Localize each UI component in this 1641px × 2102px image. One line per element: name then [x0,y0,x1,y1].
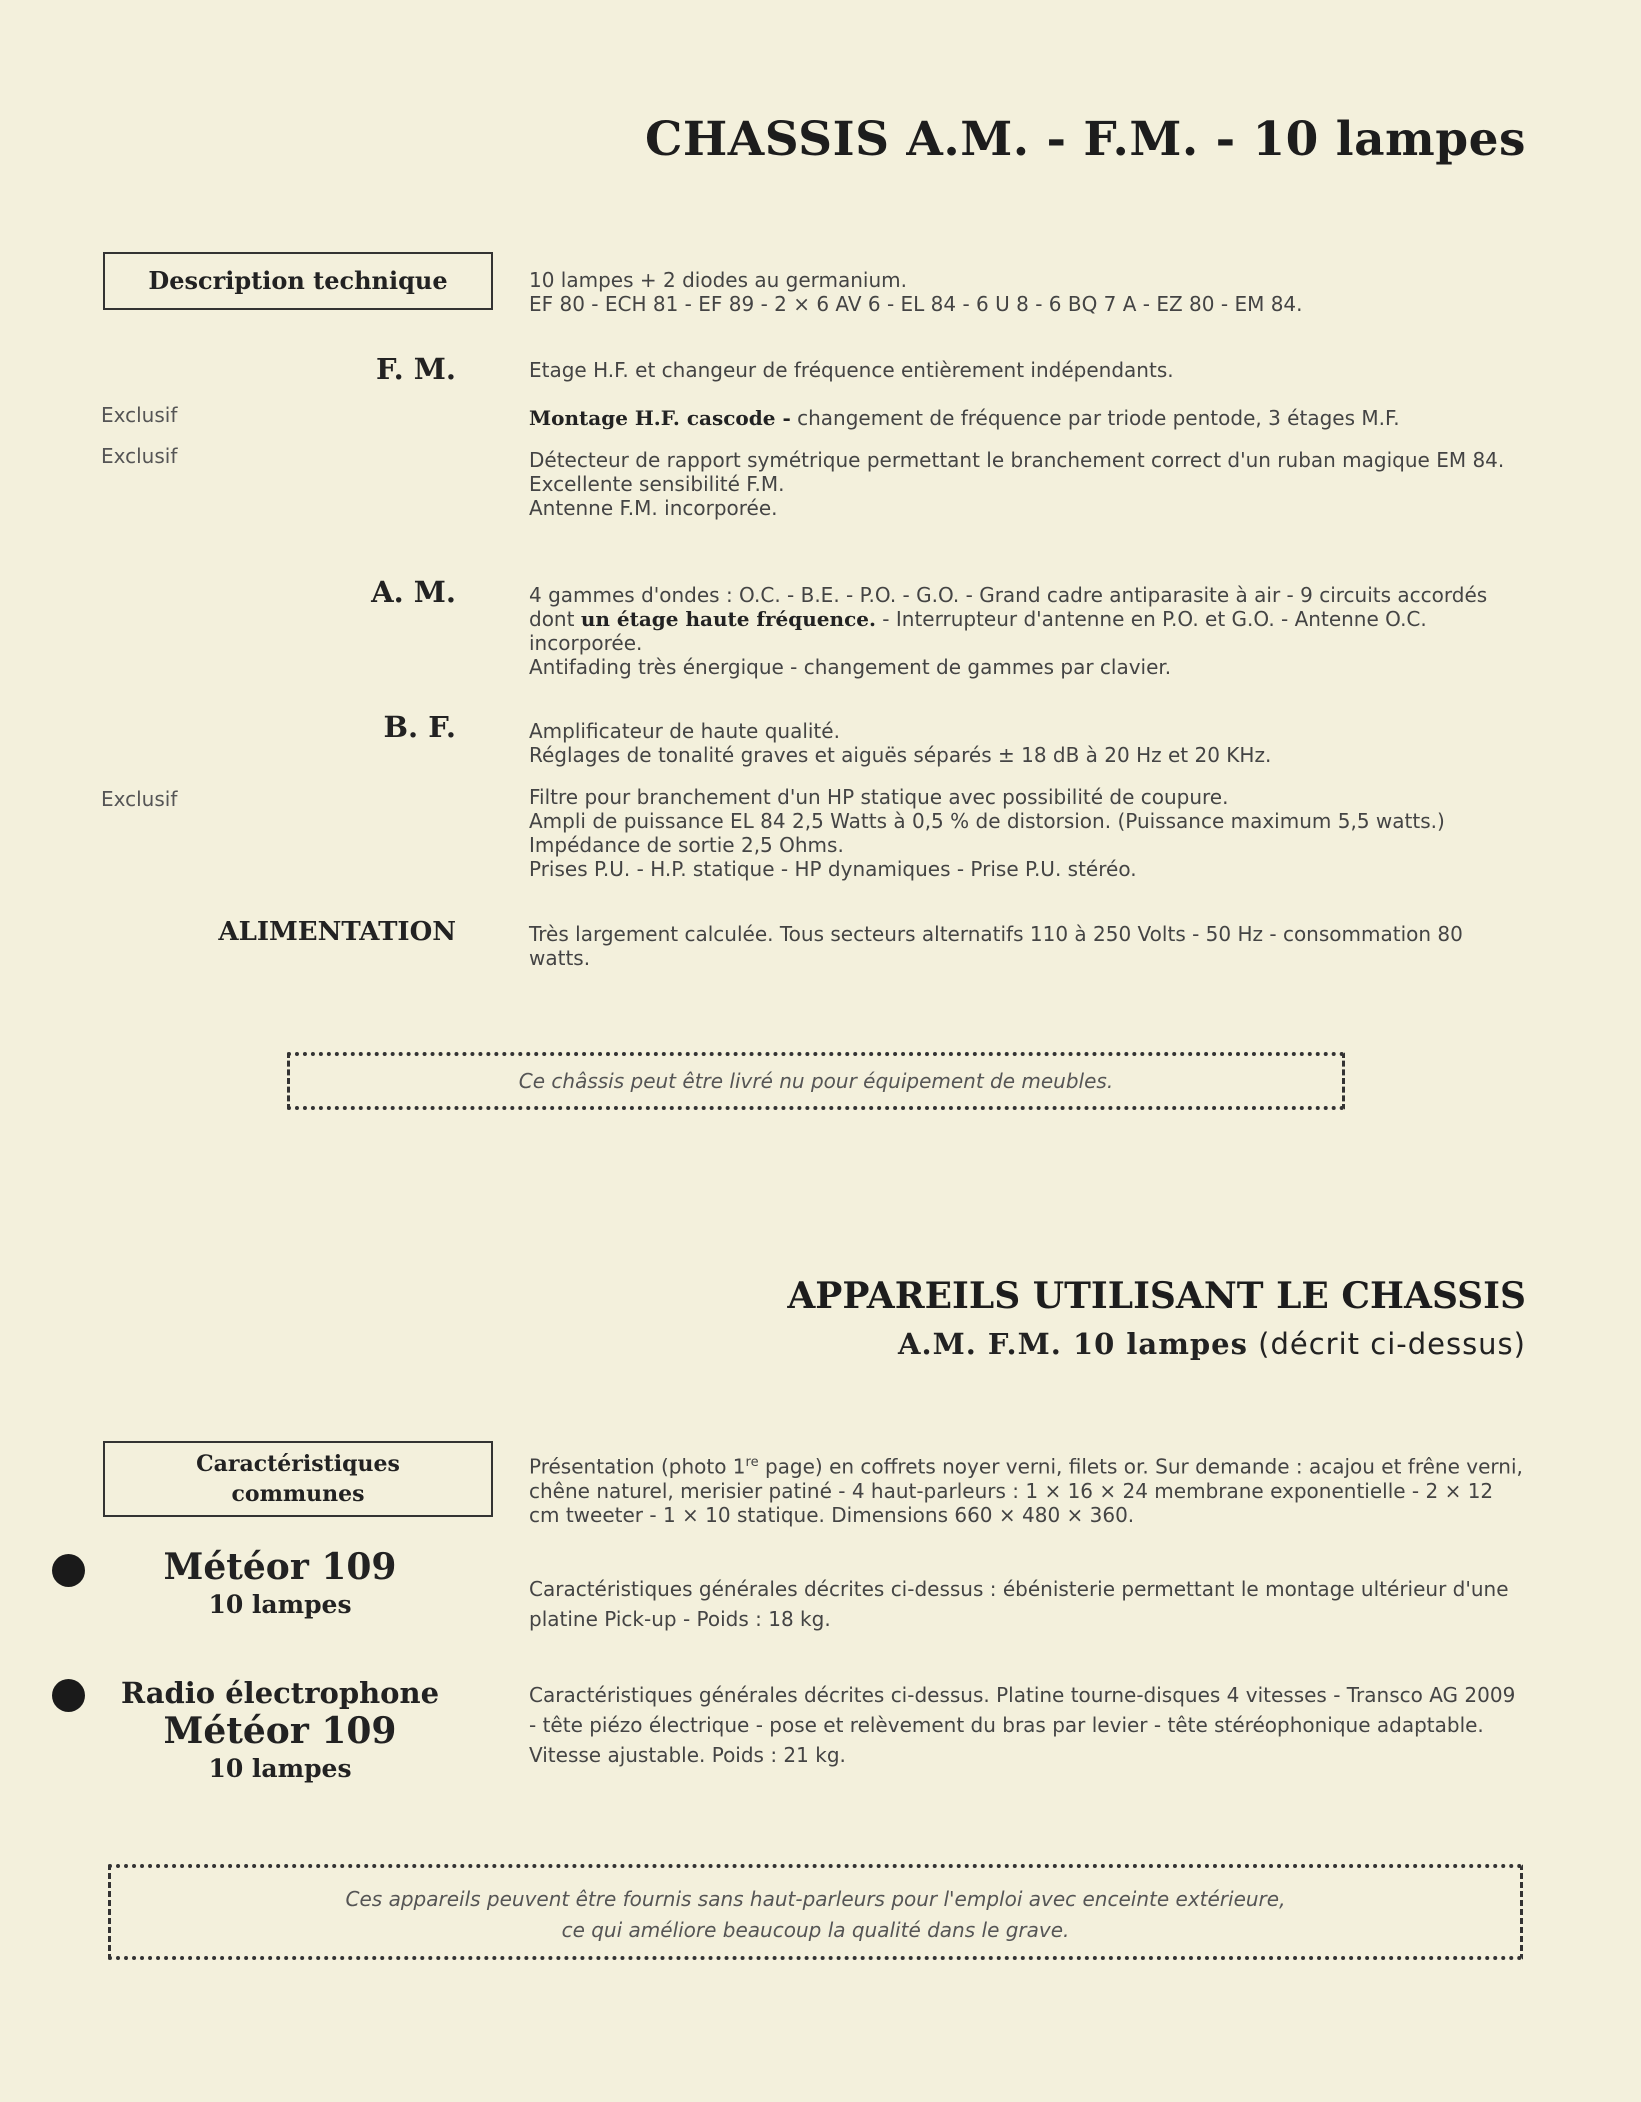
fm-details [529,448,1527,520]
am-text-bold: un étage haute fréquence. [580,607,876,631]
model2-block [100,1676,460,1786]
model2-text: Caractéristiques générales décrites ci-dessus. Platine tourne-disques 4 vitesses - Transco AG 2009 - tête piézo électrique - pose et relèvement du bras par levier - tête stéréophonique adaptable. Vitesse ajustable. Poids : 21 kg. [529,1683,1516,1767]
alimentation-text: Très largement calculée. Tous secteurs alternatifs 110 à 250 Volts - 50 Hz - consommation 80 watts. [529,922,1463,970]
bf-sockets: Prises P.U. - H.P. statique - HP dynamiques - Prise P.U. stéréo. [529,857,1137,881]
fm-montage-bold: Montage H.F. cascode - [529,406,791,430]
fm-montage-rest: changement de fréquence par triode pentode, 3 étages M.F. [790,406,1400,430]
notice-speakers-line-2: ce qui améliore beaucoup la qualité dans le grave. [561,1918,1070,1942]
model2-line1: Radio électrophone [120,1676,440,1710]
common-label [103,1441,493,1517]
model1-name: Météor 109 [163,1546,397,1588]
section2-subtitle [898,1327,1526,1361]
section2-subtitle-bold: A.M. F.M. 10 lampes [898,1327,1248,1361]
model1-text: Caractéristiques générales décrites ci-dessus : ébénisterie permettant le montage ultérieur d'une platine Pick-up - Poids : 18 kg. [529,1577,1509,1631]
common-text [529,1451,1527,1527]
model1-block [140,1546,420,1622]
bf-details-2 [529,785,1527,881]
bf-tone: Réglages de tonalité graves et aiguës séparés ± 18 dB à 20 Hz et 20 KHz. [529,743,1272,767]
notice-chassis-text: Ce châssis peut être livré nu pour équipement de meubles. [518,1069,1114,1093]
bf-amp: Amplificateur de haute qualité. [529,719,840,743]
fm-sensitivity: Excellente sensibilité F.M. [529,472,785,496]
fm-line-1: Etage H.F. et changeur de fréquence entièrement indépendants. [529,358,1174,382]
common-label-line-2: communes [231,1481,365,1507]
model2-name: Météor 109 [163,1710,397,1752]
notice-speakers [108,1864,1523,1960]
common-text-b: page) en coffrets noyer verni, filets or. Sur demande : acajou et frêne verni, chêne naturel, merisier patiné - 4 haut-parleurs : 1 × 16 × 24 membrane exponentielle - 2 × 12 cm tweeter - 1 × 10 statique. Dimensions 660 × 480 × 360. [529,1454,1523,1527]
bf-details [529,719,1527,767]
fm-heading: F. M. [375,352,456,386]
am-text-part2: - Interrupteur d'antenne en P.O. et G.O. - Antenne O.C. incorporée. [529,607,1427,655]
page-title: CHASSIS A.M. - F.M. - 10 lampes [644,112,1526,167]
intro-text [529,268,1527,316]
bullet-model-2 [52,1679,85,1712]
am-text-part1: 4 gammes d'ondes : O.C. - B.E. - P.O. - G.O. - Grand cadre antiparasite à air - 9 circuits accordés dont [529,583,1488,631]
notice-speakers-line-1: Ces appareils peuvent être fournis sans haut-parleurs pour l'emploi avec enceinte extérieure, [345,1887,1286,1911]
intro-line-1: 10 lampes + 2 diodes au germanium. [529,268,907,292]
bf-filter: Filtre pour branchement d'un HP statique avec possibilité de coupure. [529,785,1229,809]
common-text-sup: re [745,1455,759,1470]
bullet-model-1 [52,1554,85,1587]
model2-sub: 10 lampes [208,1754,352,1783]
am-text [529,583,1527,655]
am-antifading: Antifading très énergique - changement de gammes par clavier. [529,655,1172,679]
am-heading: A. M. [371,575,456,609]
alimentation-heading: ALIMENTATION [218,917,456,947]
description-label: Description technique [103,252,493,310]
bf-impedance: Impédance de sortie 2,5 Ohms. [529,833,844,857]
exclusif-label-3: Exclusif [101,787,178,811]
model1-sub: 10 lampes [208,1590,352,1619]
intro-line-2: EF 80 - ECH 81 - EF 89 - 2 × 6 AV 6 - EL 84 - 6 U 8 - 6 BQ 7 A - EZ 80 - EM 84. [529,292,1303,316]
bf-power: Ampli de puissance EL 84 2,5 Watts à 0,5 % de distorsion. (Puissance maximum 5,5 watts.) [529,809,1445,833]
bf-heading: B. F. [383,710,456,744]
fm-montage [529,406,1527,430]
fm-detector: Détecteur de rapport symétrique permettant le branchement correct d'un ruban magique EM 84. [529,448,1505,472]
fm-antenna: Antenne F.M. incorporée. [529,496,778,520]
notice-chassis [287,1052,1345,1110]
section2-subtitle-rest: (décrit ci-dessus) [1247,1327,1526,1361]
section2-title: APPAREILS UTILISANT LE CHASSIS [787,1275,1526,1317]
exclusif-label-1: Exclusif [101,403,178,427]
common-text-a: Présentation (photo 1 [529,1454,746,1479]
common-label-line-1: Caractéristiques [196,1451,400,1477]
exclusif-label-2: Exclusif [101,444,178,468]
am-details [529,583,1527,679]
